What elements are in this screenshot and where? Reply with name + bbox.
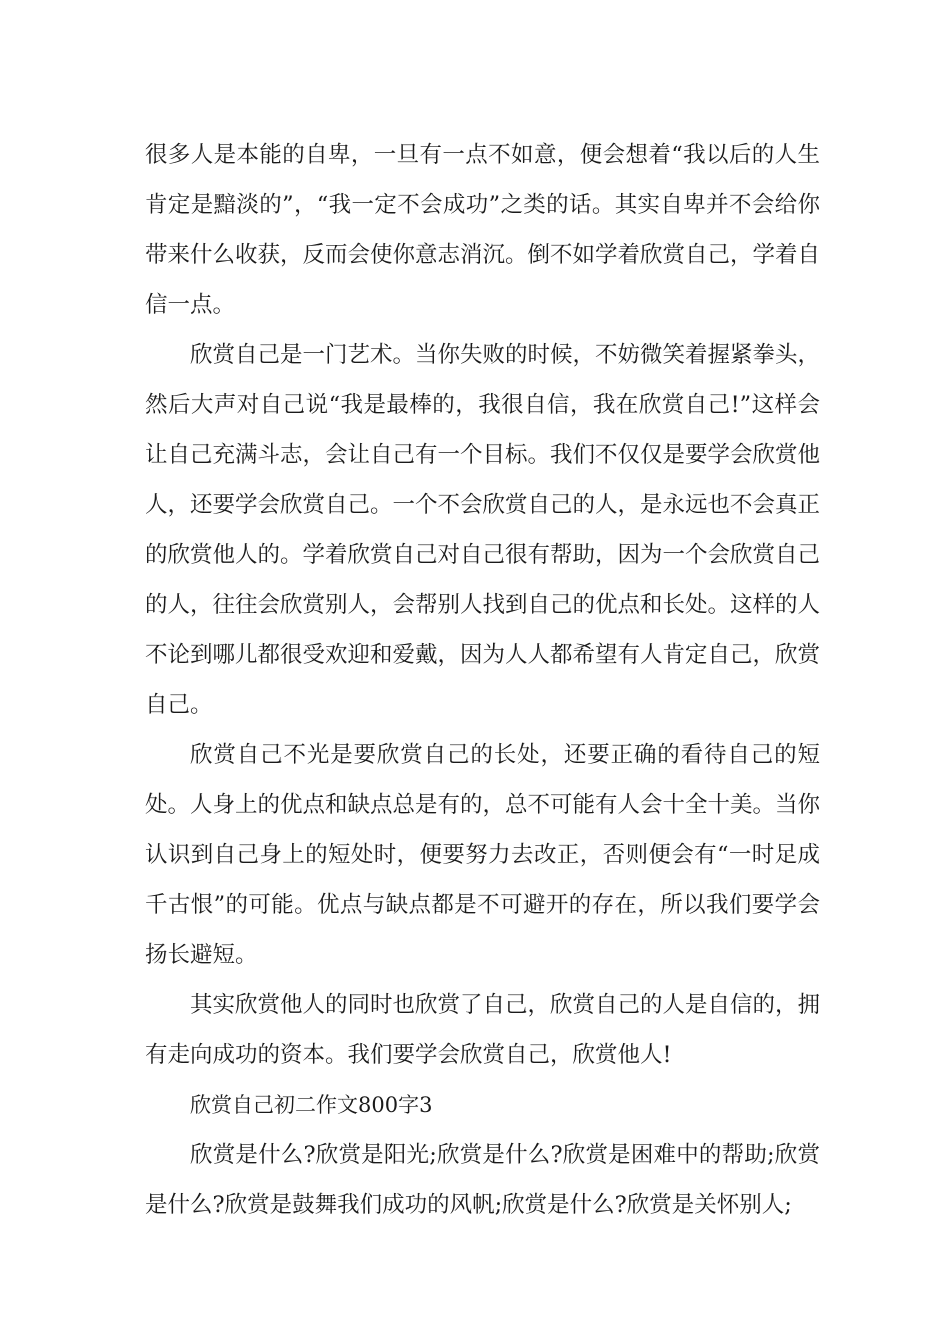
section-heading: 欣赏自己初二作文800字3 [190, 1093, 433, 1117]
paragraph-4: 其实欣赏他人的同时也欣赏了自己，欣赏自己的人是自信的，拥有走向成功的资本。我们要学会欣赏自己，欣赏他人! [145, 992, 821, 1068]
paragraph-2: 欣赏自己是一门艺术。当你失败的时候，不妨微笑着握紧拳头，然后大声对自己说“我是最棒的，我很自信，我在欣赏自己!”这样会让自己充满斗志，会让自己有一个目标。我们不仅仅是要学会欣赏他人，还要学会欣赏自己。一个不会欣赏自己的人，是永远也不会真正的欣赏他人的。学着欣赏自己对自己很有帮助，因为一个会欣赏自己的人，往往会欣赏别人，会帮别人找到自己的优点和长处。这样的人不论到哪儿都很受欢迎和爱戴，因为人人都希望有人肯定自己，欣赏自己。 [145, 342, 821, 718]
paragraph-5: 欣赏是什么?欣赏是阳光;欣赏是什么?欣赏是困难中的帮助;欣赏是什么?欣赏是鼓舞我们成功的风帆;欣赏是什么?欣赏是关怀别人; [145, 1142, 820, 1218]
paragraph-1: 很多人是本能的自卑，一旦有一点不如意，便会想着“我以后的人生肯定是黯淡的”，“我一定不会成功”之类的话。其实自卑并不会给你带来什么收获，反而会使你意志消沉。倒不如学着欣赏自己，学着自信一点。 [145, 142, 821, 318]
document-body [145, 130, 820, 1230]
paragraph-3: 欣赏自己不光是要欣赏自己的长处，还要正确的看待自己的短处。人身上的优点和缺点总是有的，总不可能有人会十全十美。当你认识到自己身上的短处时，便要努力去改正，否则便会有“一时足成千古恨”的可能。优点与缺点都是不可避开的存在，所以我们要学会扬长避短。 [145, 742, 821, 968]
